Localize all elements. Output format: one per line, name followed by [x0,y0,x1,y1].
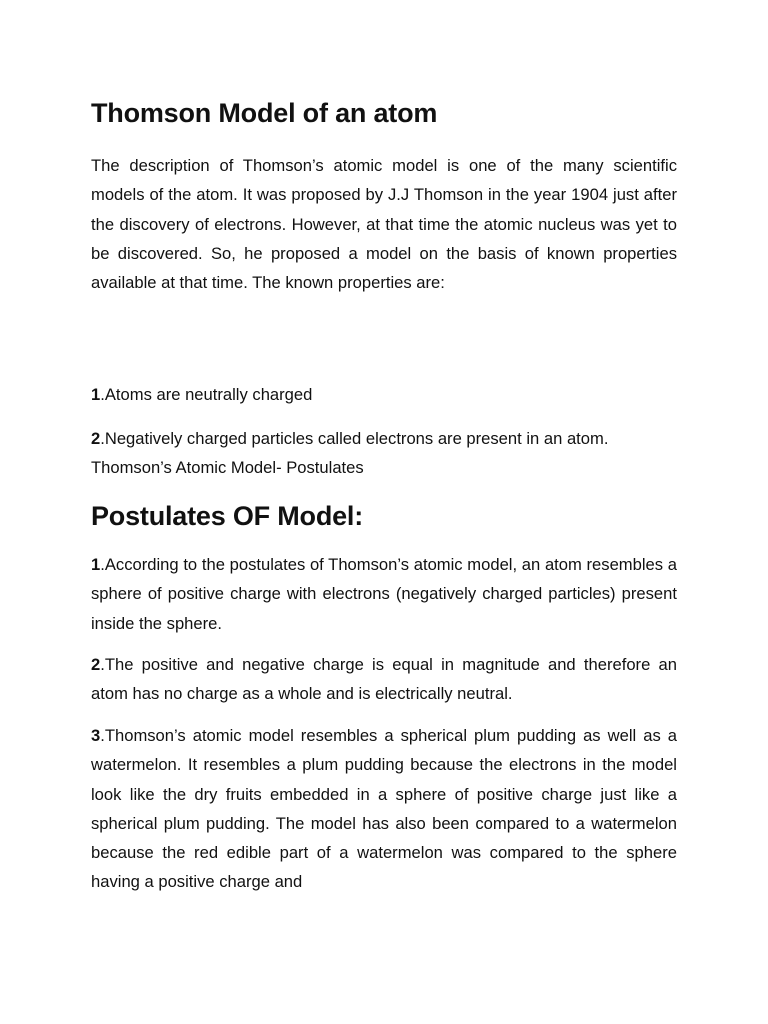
postulate-item-1 [91,550,677,638]
property-number: 1 [91,385,101,404]
postulate-number: 2 [91,655,101,674]
postulate-text: .The positive and negative charge is equal in magnitude and therefore an atom has no charge as a whole and is electrically neutral. [91,655,677,704]
property-text: .Atoms are neutrally charged [100,385,313,404]
intro-paragraph: The description of Thomson’s atomic model is one of the many scientific models of the atom. It was proposed by J.J Thomson in the year 1904 just after the discovery of electrons. However, at that time the atomic nucleus was yet to be discovered. So, he proposed a model on the basis of known properties available at that time. The known properties are: [91,156,677,293]
property-item-1 [91,380,677,409]
postulate-item-3 [91,721,677,897]
postulate-number: 3 [91,726,101,745]
postulate-text: .Thomson’s atomic model resembles a spherical plum pudding as well as a watermelon. It resembles a plum pudding because the electrons in the model look like the dry fruits embedded in a sphere of positive charge just like a spherical plum pudding. The model has also been compared to a watermelon because the red edible part of a watermelon was compared to the sphere having a positive charge and [91,726,677,892]
property-item-2 [91,424,677,483]
trailing-line: Thomson’s Atomic Model- Postulates [91,458,364,478]
page-title: Thomson Model of an atom [91,98,438,128]
property-number: 2 [91,429,101,448]
postulates-heading: Postulates OF Model: [91,501,364,531]
property-text: .Negatively charged particles called electrons are present in an atom. [100,429,609,448]
postulate-number: 1 [91,555,101,574]
postulate-item-2 [91,650,677,709]
postulate-text: .According to the postulates of Thomson’s atomic model, an atom resembles a sphere of positive charge with electrons (negatively charged particles) present inside the sphere. [91,555,677,633]
